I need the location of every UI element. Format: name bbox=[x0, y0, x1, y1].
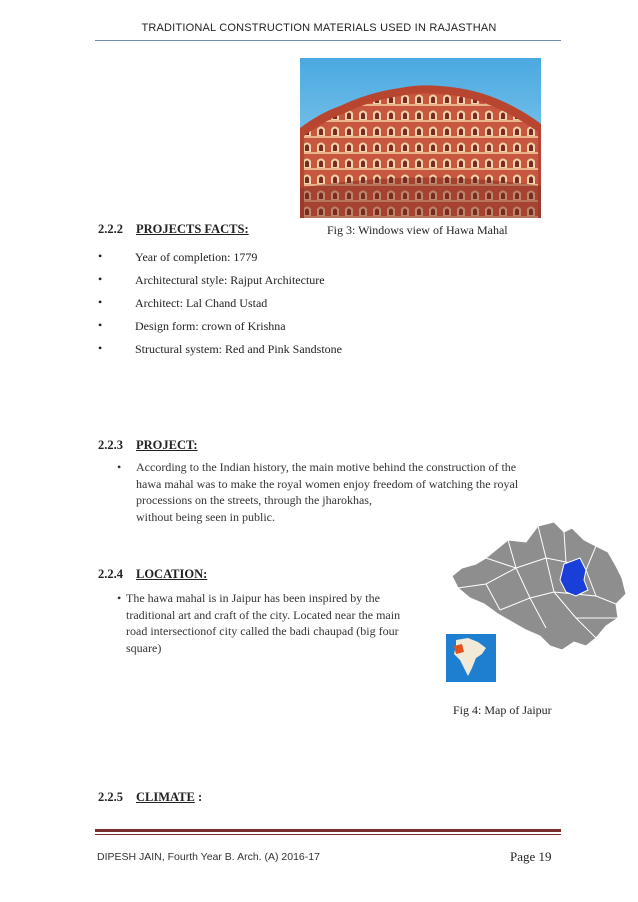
bullet-icon: • bbox=[117, 460, 122, 474]
section-title-suffix: : bbox=[194, 790, 203, 804]
header-rule bbox=[95, 40, 561, 41]
footer-author: DIPESH JAIN, Fourth Year B. Arch. (A) 2016-17 bbox=[97, 851, 320, 863]
list-item: • Architectural style: Rajput Architecture bbox=[98, 272, 325, 287]
section-number: 2.2.4 bbox=[98, 567, 123, 581]
section-heading-location bbox=[98, 567, 207, 582]
fig4-caption: Fig 4: Map of Jaipur bbox=[453, 703, 552, 717]
project-paragraph: • According to the Indian history, the main motive behind the construction of the hawa mahal was to make the royal women enjoy freedom of watching the royal processions on the streets, through the jharokhas, without being seen in public. bbox=[117, 460, 519, 524]
page-header: TRADITIONAL CONSTRUCTION MATERIALS USED IN RAJASTHAN bbox=[141, 22, 497, 34]
section-number: 2.2.5 bbox=[98, 790, 123, 804]
section-title: PROJECTS FACTS: bbox=[136, 222, 249, 236]
section-heading-facts bbox=[98, 222, 249, 237]
page-number: Page 19 bbox=[510, 849, 552, 864]
list-item: • Design form: crown of Krishna bbox=[98, 318, 286, 333]
list-item: • Architect: Lal Chand Ustad bbox=[98, 295, 268, 310]
location-paragraph: • The hawa mahal is in Jaipur has been inspired by the traditional art and craft of the city. Located near the main road intersectionof city called the badi chaupad (big four square) bbox=[117, 591, 401, 655]
hawa-mahal-photo bbox=[300, 58, 541, 218]
list-item: • Year of completion: 1779 bbox=[98, 249, 258, 264]
fig3-caption: Fig 3: Windows view of Hawa Mahal bbox=[327, 223, 508, 237]
section-title: LOCATION: bbox=[136, 567, 208, 581]
section-number: 2.2.3 bbox=[98, 438, 123, 452]
section-number: 2.2.2 bbox=[98, 222, 123, 236]
footer-rule bbox=[95, 829, 561, 832]
jaipur-map bbox=[446, 518, 632, 686]
bullet-icon: • bbox=[98, 249, 103, 263]
section-title: PROJECT: bbox=[136, 438, 198, 452]
bullet-icon: • bbox=[98, 295, 103, 309]
section-heading-climate bbox=[98, 790, 202, 805]
bullet-icon: • bbox=[98, 318, 103, 332]
section-title: CLIMATE bbox=[136, 790, 195, 804]
facts-list bbox=[98, 250, 342, 365]
footer-rule-thin bbox=[95, 834, 561, 835]
bullet-icon: • bbox=[98, 341, 103, 355]
bullet-icon: • bbox=[117, 591, 122, 605]
list-item: • Structural system: Red and Pink Sandstone bbox=[98, 341, 342, 356]
bullet-icon: • bbox=[98, 272, 103, 286]
section-heading-project bbox=[98, 438, 198, 453]
